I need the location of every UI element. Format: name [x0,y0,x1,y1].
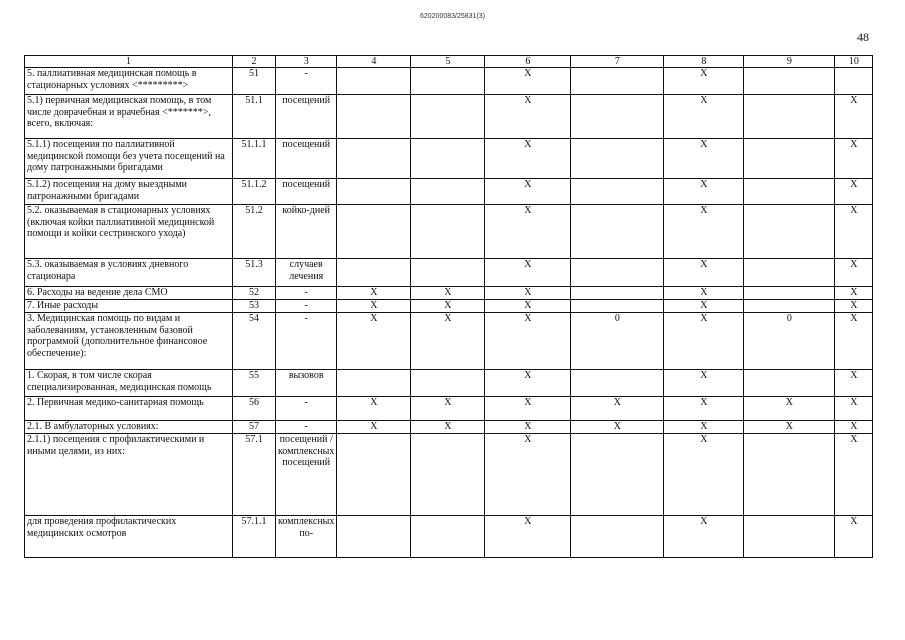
row-code: 57 [233,421,276,434]
cell-mark [411,434,485,516]
table-row [25,205,873,259]
cell-mark: X [485,139,571,179]
column-header: 7 [571,56,664,68]
cell-mark: X [485,95,571,139]
cell-mark: X [835,287,873,300]
cell-mark [571,287,664,300]
cell-mark [337,179,411,205]
row-label: 5. паллиативная медицинская помощь в стационарных условиях <*********> [25,68,233,95]
table-row [25,300,873,313]
cell-mark [337,370,411,397]
cell-mark [337,68,411,95]
cell-mark: X [664,370,744,397]
row-unit: - [276,300,337,313]
cell-mark: X [835,95,873,139]
table-row [25,516,873,558]
column-header: 5 [411,56,485,68]
table-row [25,397,873,421]
data-table [24,55,873,558]
table-row [25,434,873,516]
cell-mark: X [337,421,411,434]
cell-mark: X [664,68,744,95]
cell-mark [411,179,485,205]
cell-mark: X [664,287,744,300]
cell-mark: X [744,421,835,434]
cell-mark: 0 [744,313,835,370]
row-label: 2.1.1) посещения с профилактическими и иными целями, из них: [25,434,233,516]
cell-mark: X [485,370,571,397]
cell-mark: X [835,313,873,370]
row-unit: - [276,313,337,370]
cell-mark: X [485,287,571,300]
cell-mark: X [664,259,744,287]
cell-mark [571,68,664,95]
cell-mark: X [664,516,744,558]
cell-mark: X [835,139,873,179]
cell-mark [744,205,835,259]
row-code: 57.1.1 [233,516,276,558]
cell-mark: X [664,300,744,313]
column-header: 1 [25,56,233,68]
row-label: 2. Первичная медико-санитарная помощь [25,397,233,421]
cell-mark: X [485,313,571,370]
row-unit: - [276,397,337,421]
table-row [25,68,873,95]
cell-mark [411,139,485,179]
cell-mark [571,205,664,259]
column-header: 8 [664,56,744,68]
table-row [25,139,873,179]
row-code: 51 [233,68,276,95]
row-label: 7. Иные расходы [25,300,233,313]
column-header: 4 [337,56,411,68]
cell-mark: X [835,434,873,516]
row-label: 5.1) первичная медицинская помощь, в том числе доврачебная и врачебная <*******>, всего, включая: [25,95,233,139]
cell-mark: X [337,300,411,313]
row-unit: - [276,287,337,300]
row-unit: посещений [276,139,337,179]
cell-mark [571,179,664,205]
cell-mark: X [571,397,664,421]
cell-mark: X [664,397,744,421]
cell-mark: X [835,516,873,558]
table-row [25,421,873,434]
cell-mark [411,68,485,95]
row-label: 5.1.1) посещения по паллиативной медицинской помощи без учета посещений на дому патронажными бригадами [25,139,233,179]
cell-mark: 0 [571,313,664,370]
row-unit: вызовов [276,370,337,397]
cell-mark [571,516,664,558]
cell-mark [411,370,485,397]
cell-mark: X [485,300,571,313]
cell-mark: X [664,95,744,139]
row-code: 52 [233,287,276,300]
table-row [25,313,873,370]
row-code: 57.1 [233,434,276,516]
cell-mark: X [835,421,873,434]
cell-mark: X [411,300,485,313]
cell-mark [337,259,411,287]
cell-mark: X [337,397,411,421]
cell-mark: X [664,179,744,205]
cell-mark [411,205,485,259]
row-label: 6. Расходы на ведение дела СМО [25,287,233,300]
row-label: 5.2. оказываемая в стационарных условиях (включая койки паллиативной медицинской помощи и койки сестринского ухода) [25,205,233,259]
cell-mark: X [664,434,744,516]
cell-mark [411,95,485,139]
cell-mark: X [485,421,571,434]
cell-mark [571,95,664,139]
cell-mark [571,139,664,179]
column-header: 9 [744,56,835,68]
cell-mark [835,68,873,95]
row-label: для проведения профилактических медицинских осмотров [25,516,233,558]
cell-mark [337,434,411,516]
row-unit: комплексных по- [276,516,337,558]
table-row [25,287,873,300]
cell-mark: X [664,313,744,370]
cell-mark [744,370,835,397]
cell-mark: X [411,397,485,421]
row-label: 2.1. В амбулаторных условиях: [25,421,233,434]
cell-mark: X [485,68,571,95]
cell-mark: X [835,397,873,421]
cell-mark [744,300,835,313]
cell-mark: X [835,370,873,397]
cell-mark [744,179,835,205]
cell-mark [337,205,411,259]
row-label: 5.1.2) посещения на дому выездными патронажными бригадами [25,179,233,205]
cell-mark [571,300,664,313]
cell-mark: X [411,313,485,370]
cell-mark: X [485,397,571,421]
row-unit: - [276,421,337,434]
cell-mark [411,516,485,558]
row-label: 1. Скорая, в том числе скорая специализированная, медицинская помощь [25,370,233,397]
row-code: 51.1.2 [233,179,276,205]
cell-mark [337,95,411,139]
column-header: 6 [485,56,571,68]
cell-mark [571,370,664,397]
cell-mark: X [571,421,664,434]
cell-mark: X [835,300,873,313]
cell-mark: X [744,397,835,421]
cell-mark [744,287,835,300]
cell-mark: X [485,205,571,259]
cell-mark [744,95,835,139]
cell-mark [337,516,411,558]
column-header: 2 [233,56,276,68]
cell-mark: X [411,421,485,434]
row-unit: койко-дней [276,205,337,259]
cell-mark: X [485,259,571,287]
column-header-row [25,56,873,68]
cell-mark: X [664,421,744,434]
cell-mark: X [835,259,873,287]
cell-mark: X [835,179,873,205]
table-row [25,370,873,397]
cell-mark [744,68,835,95]
row-code: 51.2 [233,205,276,259]
cell-mark: X [411,287,485,300]
page-number: 48 [857,30,869,44]
cell-mark [744,434,835,516]
table-row [25,179,873,205]
cell-mark: X [337,313,411,370]
row-unit: - [276,68,337,95]
cell-mark [744,139,835,179]
cell-mark: X [664,139,744,179]
row-code: 51.1.1 [233,139,276,179]
table-body [25,68,873,558]
row-code: 51.1 [233,95,276,139]
document-id: 620200083/25831(3) [419,13,485,20]
cell-mark [337,139,411,179]
cell-mark [411,259,485,287]
cell-mark: X [485,434,571,516]
row-unit: случаев лечения [276,259,337,287]
row-code: 55 [233,370,276,397]
column-header: 10 [835,56,873,68]
row-label: 5.3. оказываемая в условиях дневного стационара [25,259,233,287]
cell-mark [571,434,664,516]
cell-mark [571,259,664,287]
row-code: 54 [233,313,276,370]
row-code: 53 [233,300,276,313]
row-code: 51.3 [233,259,276,287]
cell-mark: X [485,179,571,205]
cell-mark: X [835,205,873,259]
row-code: 56 [233,397,276,421]
cell-mark: X [485,516,571,558]
cell-mark: X [337,287,411,300]
column-header: 3 [276,56,337,68]
cell-mark [744,259,835,287]
table-row [25,259,873,287]
cell-mark [744,516,835,558]
row-label: 3. Медицинская помощь по видам и заболеваниям, установленным базовой программой (дополнительное финансовое обеспечение): [25,313,233,370]
cell-mark: X [664,205,744,259]
row-unit: посещений [276,179,337,205]
row-unit: посещений / комплексных посещений [276,434,337,516]
row-unit: посещений [276,95,337,139]
table-row [25,95,873,139]
